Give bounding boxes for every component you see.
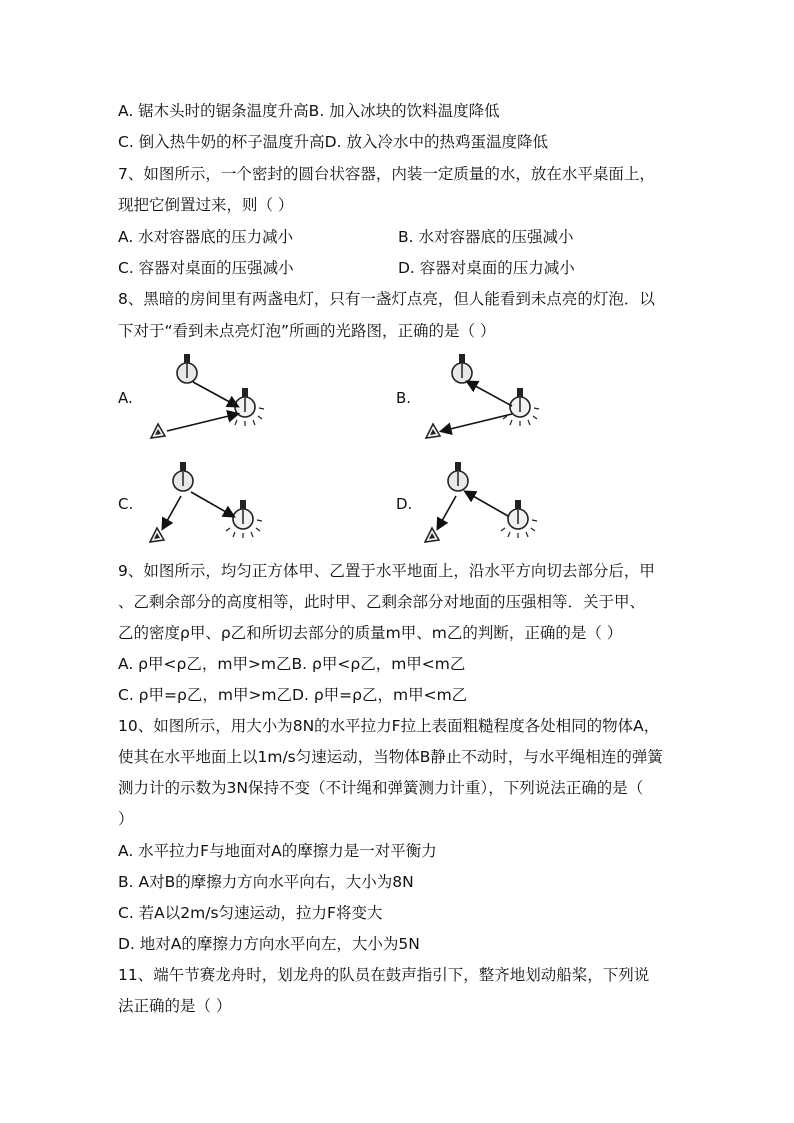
q7-option-c: C. 容器对桌面的压强减小 (118, 259, 294, 277)
q9-options-cd: C. ρ甲=ρ乙，m甲>m乙D. ρ甲=ρ乙，m甲<m乙 (118, 686, 468, 704)
q8-option-b-label: B. (396, 389, 412, 407)
unlit-bulb-icon (177, 354, 197, 383)
unlit-bulb-icon (452, 354, 472, 383)
q10-stem-line2: 使其在水平地面上以1m/s匀速运动，当物体B静止不动时，与水平绳相连的弹簧 (118, 748, 663, 766)
q11-stem-line2: 法正确的是（ ） (118, 997, 232, 1015)
light-path-diagram-c (145, 456, 275, 548)
q6-options-ab: A. 锯木头时的锯条温度升高B. 加入冰块的饮料温度降低 (118, 102, 500, 120)
q7-option-d: D. 容器对桌面的压力减小 (398, 259, 575, 277)
lit-bulb-icon (501, 500, 537, 538)
q10-stem-line3: 测力计的示数为3N保持不变（不计绳和弹簧测力计重），下列说法正确的是（ (118, 779, 644, 797)
q9-options-ab: A. ρ甲<ρ乙，m甲>m乙B. ρ甲<ρ乙，m甲<m乙 (118, 655, 466, 673)
eye-icon (151, 424, 165, 438)
lit-bulb-icon (503, 388, 539, 426)
light-path-diagram-a (145, 348, 275, 440)
q6-options-cd: C. 倒入热牛奶的杯子温度升高D. 放入冷水中的热鸡蛋温度降低 (118, 133, 548, 151)
q8-option-d-label: D. (396, 495, 413, 513)
q10-option-c: C. 若A以2m/s匀速运动，拉力F将变大 (118, 904, 383, 922)
q9-stem-line3: 乙的密度ρ甲、ρ乙和所切去部分的质量m甲、m乙的判断，正确的是（ ） (118, 624, 623, 642)
q10-option-a: A. 水平拉力F与地面对A的摩擦力是一对平衡力 (118, 842, 437, 860)
eye-icon (425, 528, 439, 542)
q8-option-c-label: C. (118, 495, 134, 513)
q8-stem-line1: 8、黑暗的房间里有两盏电灯，只有一盏灯点亮，但人能看到未点亮的灯泡．以 (118, 290, 655, 308)
q11-stem-line1: 11、端午节赛龙舟时，划龙舟的队员在鼓声指引下，整齐地划动船桨，下列说 (118, 966, 650, 984)
q10-option-b: B. A对B的摩擦力方向水平向右，大小为8N (118, 873, 414, 891)
eye-icon (150, 528, 164, 542)
unlit-bulb-icon (448, 462, 468, 491)
q9-stem-line2: 、乙剩余部分的高度相等，此时甲、乙剩余部分对地面的压强相等．关于甲、 (118, 593, 646, 611)
eye-icon (426, 424, 440, 438)
unlit-bulb-icon (173, 462, 193, 491)
q8-option-a-label: A. (118, 389, 133, 407)
q8-stem-line2: 下对于“看到未点亮灯泡”所画的光路图，正确的是（ ） (118, 322, 496, 340)
q10-stem-line4: ） (118, 810, 134, 828)
q7-option-b: B. 水对容器底的压强减小 (398, 228, 574, 246)
q7-stem-line2: 现把它倒置过来，则（ ） (118, 196, 294, 214)
q7-stem-line1: 7、如图所示，一个密封的圆台状容器，内装一定质量的水，放在水平桌面上， (118, 165, 655, 183)
lit-bulb-icon (228, 388, 264, 426)
q7-option-a: A. 水对容器底的压力减小 (118, 228, 294, 246)
q9-stem-line1: 9、如图所示，均匀正方体甲、乙置于水平地面上，沿水平方向切去部分后，甲 (118, 562, 655, 580)
light-path-diagram-d (420, 456, 550, 548)
q10-stem-line1: 10、如图所示，用大小为8N的水平拉力F拉上表面粗糙程度各处相同的物体A， (118, 717, 660, 735)
q10-option-d: D. 地对A的摩擦力方向水平向左，大小为5N (118, 935, 420, 953)
light-path-diagram-b (420, 348, 550, 440)
lit-bulb-icon (226, 500, 262, 538)
